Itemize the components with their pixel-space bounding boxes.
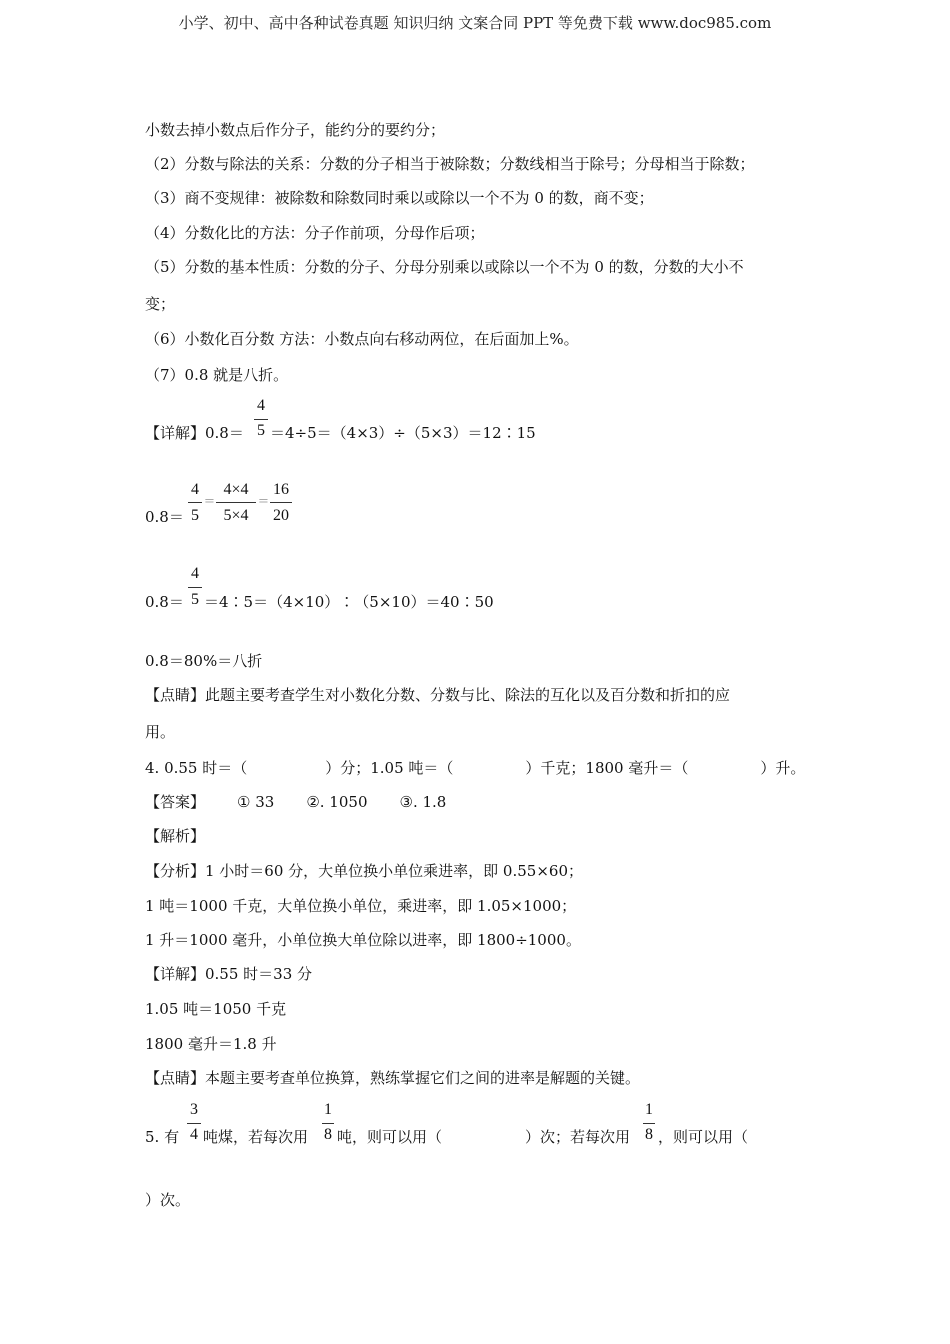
question-text: ）次。 xyxy=(145,1191,191,1209)
text-line: 变； xyxy=(145,295,176,313)
analysis-line: 【详解】0.55 时＝33 分 xyxy=(145,965,313,983)
question-4 xyxy=(145,758,805,778)
question-text: ，则可以用（ xyxy=(658,1128,749,1146)
answer-label: 【答案】 xyxy=(145,793,206,811)
fraction-bar xyxy=(216,502,256,503)
question-text: 吨，则可以用（ xyxy=(337,1128,443,1146)
fraction-numerator: 4 xyxy=(191,565,199,582)
fraction-bar xyxy=(322,1123,334,1124)
fraction-denominator: 4 xyxy=(190,1126,198,1143)
question-5-number: 5. 有 xyxy=(145,1128,180,1146)
fraction-numerator: 1 xyxy=(645,1101,653,1118)
text-line: （4）分数化比的方法：分子作前项，分母作后项； xyxy=(145,224,485,242)
fraction-bar xyxy=(188,502,202,503)
fraction-denominator: 5 xyxy=(257,422,265,439)
text-line: （7）0.8 就是八折。 xyxy=(145,366,289,384)
fraction-denominator: 8 xyxy=(324,1126,332,1143)
equals-sign: = xyxy=(204,494,215,509)
text-line: （5）分数的基本性质：分数的分子、分母分别乘以或除以一个不为 0 的数，分数的大小不 xyxy=(145,258,744,276)
question-text: 4. 0.55 时＝（ xyxy=(145,759,248,777)
fraction-numerator: 4 xyxy=(191,481,199,498)
fraction-denominator: 20 xyxy=(273,507,289,524)
fraction-bar xyxy=(187,1123,201,1124)
fraction-numerator: 16 xyxy=(273,481,289,498)
fraction-bar xyxy=(254,419,268,420)
analysis-label: 【解析】 xyxy=(145,827,206,845)
text-line: 小数去掉小数点后作分子，能约分的要约分； xyxy=(145,121,446,139)
answer-item: ① 33 xyxy=(237,793,275,811)
fraction-numerator: 4 xyxy=(257,397,265,414)
answer-item: ②. 1050 xyxy=(306,793,368,811)
text-line: （3）商不变规律：被除数和除数同时乘以或除以一个不为 0 的数，商不变； xyxy=(145,189,654,207)
fraction-numerator: 3 xyxy=(190,1101,198,1118)
page-header: 小学、初中、高中各种试卷真题 知识归纳 文案合同 PPT 等免费下载 www.doc985.com xyxy=(178,14,772,32)
text-line: （6）小数化百分数 方法：小数点向右移动两位，在后面加上%。 xyxy=(145,330,579,348)
analysis-line: 1 升＝1000 毫升，小单位换大单位除以进率，即 1800÷1000。 xyxy=(145,931,581,949)
comment-line: 【点睛】此题主要考查学生对小数化分数、分数与比、除法的互化以及百分数和折扣的应 xyxy=(145,686,731,704)
fraction-bar xyxy=(643,1123,655,1124)
question-text: ）升。 xyxy=(760,759,806,777)
equation-prefix: 0.8＝ xyxy=(145,593,184,611)
equation-prefix: 0.8＝ xyxy=(145,508,184,526)
answer-line xyxy=(145,792,446,812)
fraction-numerator: 1 xyxy=(324,1101,332,1118)
question-text: ）次；若每次用 xyxy=(525,1128,631,1146)
comment-line: 用。 xyxy=(145,723,176,741)
analysis-line: 1800 毫升＝1.8 升 xyxy=(145,1035,277,1053)
answer-item: ③. 1.8 xyxy=(399,793,447,811)
analysis-line: 【点睛】本题主要考查单位换算，熟练掌握它们之间的进率是解题的关键。 xyxy=(145,1069,641,1087)
equals-sign: = xyxy=(258,494,269,509)
fraction-bar xyxy=(270,502,292,503)
detail-expression: ＝4÷5＝（4×3）÷（5×3）＝12∶15 xyxy=(270,424,536,442)
question-text: ）千克；1800 毫升＝（ xyxy=(525,759,689,777)
fraction-denominator: 5 xyxy=(191,507,199,524)
detail-prefix: 【详解】0.8＝ xyxy=(145,424,244,442)
analysis-line: 1 吨＝1000 千克，大单位换小单位，乘进率，即 1.05×1000； xyxy=(145,897,577,915)
analysis-line: 【分析】1 小时＝60 分，大单位换小单位乘进率，即 0.55×60； xyxy=(145,862,583,880)
question-text: 吨煤，若每次用 xyxy=(203,1128,309,1146)
question-text: ）分；1.05 吨＝（ xyxy=(325,759,454,777)
fraction-denominator: 8 xyxy=(645,1126,653,1143)
fraction-denominator: 5 xyxy=(191,591,199,608)
fraction-denominator: 5×4 xyxy=(223,507,249,524)
equation-expression: ＝4∶5＝（4×10）∶（5×10）＝40∶50 xyxy=(204,593,494,611)
text-line: 0.8＝80%＝八折 xyxy=(145,652,263,670)
fraction-bar xyxy=(188,587,202,588)
text-line: （2）分数与除法的关系：分数的分子相当于被除数；分数线相当于除号；分母相当于除数； xyxy=(145,155,755,173)
analysis-line: 1.05 吨＝1050 千克 xyxy=(145,1000,287,1018)
fraction-numerator: 4×4 xyxy=(223,481,249,498)
